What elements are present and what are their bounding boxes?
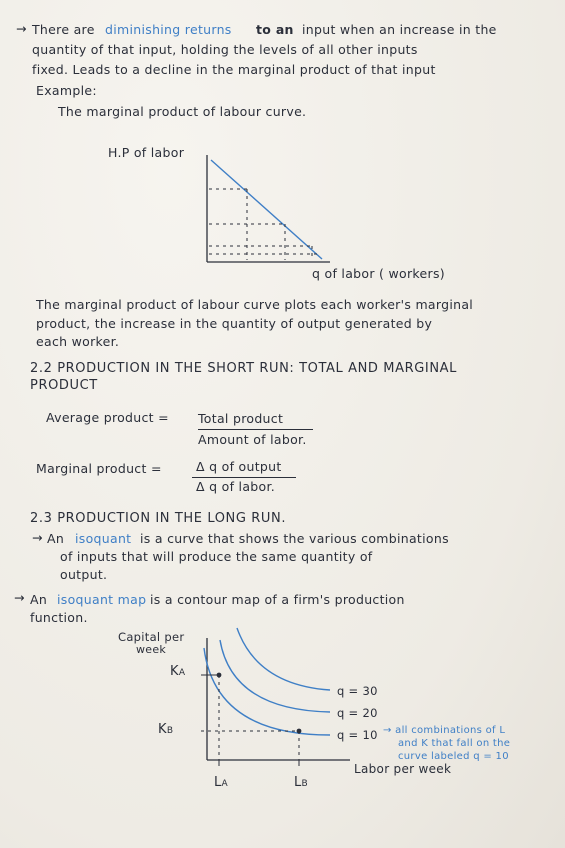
la-label: LA bbox=[214, 775, 229, 790]
curve-label-q10: q = 10 bbox=[337, 728, 378, 742]
isoquant-text: An bbox=[47, 531, 65, 546]
example-label: Example: bbox=[36, 83, 97, 98]
term-diminishing-returns: diminishing returns bbox=[105, 22, 232, 37]
lb-label: LB bbox=[294, 775, 309, 790]
curve-label-q20: q = 20 bbox=[337, 706, 378, 720]
kb-label: KB bbox=[158, 722, 174, 737]
mp-note: each worker. bbox=[36, 334, 120, 349]
isoquant-map-text: An bbox=[30, 592, 48, 607]
isoquant-map-text: function. bbox=[30, 610, 88, 625]
average-product-label: Average product = bbox=[46, 410, 169, 425]
mp-x-axis-label: q of labor ( workers) bbox=[312, 266, 445, 281]
iso-y-axis-label: Capital per bbox=[118, 630, 185, 644]
intro-text: input when an increase in the bbox=[302, 22, 497, 37]
intro-text: quantity of that input, holding the levels of all other inputs bbox=[32, 42, 418, 57]
curve-note: and K that fall on the bbox=[398, 738, 511, 749]
curve-note: curve labeled q = 10 bbox=[398, 751, 509, 762]
bullet-arrow: → bbox=[16, 21, 27, 36]
isoquant-text: is a curve that shows the various combinations bbox=[140, 531, 449, 546]
section-heading: 2.3 PRODUCTION IN THE LONG RUN. bbox=[30, 511, 287, 526]
bullet-arrow: → bbox=[32, 530, 43, 545]
ka-label: KA bbox=[170, 664, 186, 679]
mp-note: product, the increase in the quantity of output generated by bbox=[36, 316, 433, 331]
marginal-product-denominator: Δ q of labor. bbox=[196, 479, 276, 494]
mp-note: The marginal product of labour curve plots each worker's marginal bbox=[36, 297, 474, 312]
intro-text: to an bbox=[256, 22, 294, 37]
intro-text: There are bbox=[32, 22, 95, 37]
marginal-product-numerator: Δ q of output bbox=[196, 459, 282, 474]
term-isoquant: isoquant bbox=[75, 531, 132, 546]
term-isoquant-map: isoquant map bbox=[57, 592, 147, 607]
curve-note: → all combinations of L bbox=[383, 725, 506, 736]
isoquant-text: output. bbox=[60, 567, 108, 582]
marginal-product-label: Marginal product = bbox=[36, 461, 162, 476]
average-product-numerator: Total product bbox=[198, 411, 284, 426]
iso-y-axis-label: week bbox=[136, 643, 167, 656]
example-text: The marginal product of labour curve. bbox=[58, 104, 307, 119]
bullet-arrow: → bbox=[14, 590, 25, 605]
isoquant-text: of inputs that will produce the same quantity of bbox=[60, 549, 373, 564]
average-product-denominator: Amount of labor. bbox=[198, 432, 307, 447]
section-heading: 2.2 PRODUCTION IN THE SHORT RUN: TOTAL AND MARGINAL bbox=[30, 361, 457, 376]
isoquant-map-text: is a contour map of a firm's production bbox=[150, 592, 405, 607]
curve-label-q30: q = 30 bbox=[337, 684, 378, 698]
mp-y-axis-label: H.P of labor bbox=[108, 145, 185, 160]
section-heading: PRODUCT bbox=[30, 378, 98, 393]
intro-text: fixed. Leads to a decline in the marginal product of that input bbox=[32, 62, 436, 77]
iso-x-axis-label: Labor per week bbox=[354, 762, 452, 776]
